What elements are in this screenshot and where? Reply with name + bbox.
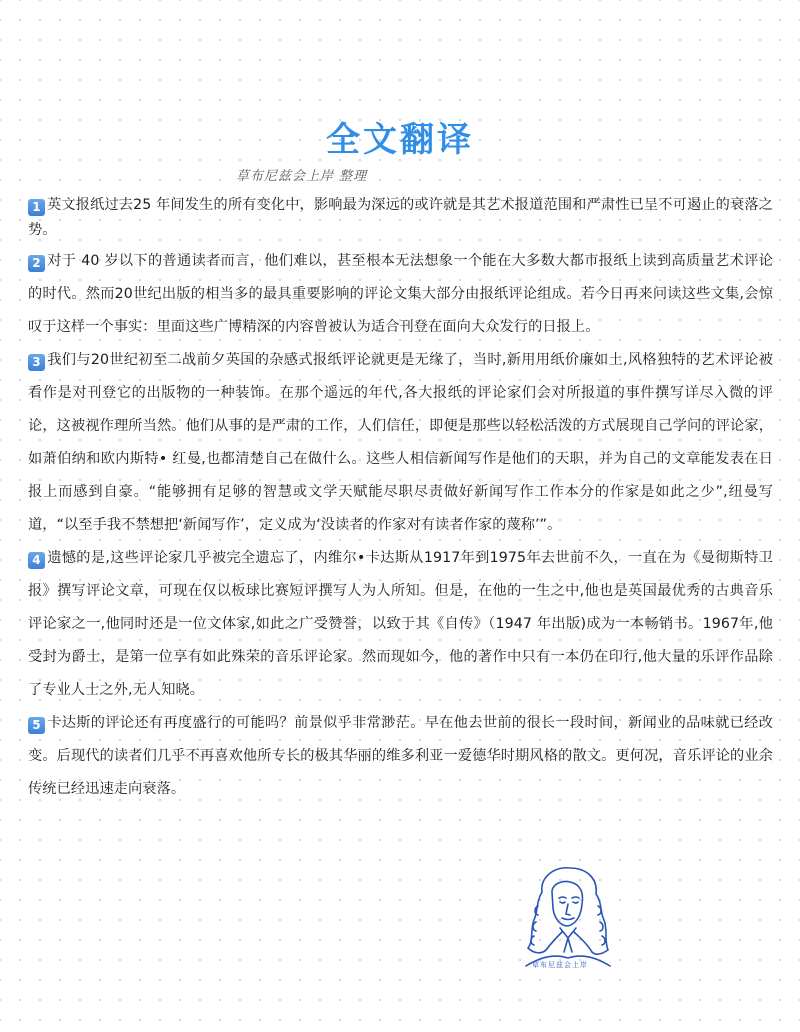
signature: 草布尼兹会上岸: [532, 961, 588, 969]
translation-body: [28, 193, 773, 806]
paragraph-text: 遗憾的是,这些评论家几乎被完全遗忘了，内维尔•卡达斯从1917年到1975年去世前不久，一直在为《曼彻斯特卫报》撰写评论文章，可现在仅以板球比赛短评撰写人为人所知。但是，在他的一生之中,他也是英国最优秀的古典音乐评论家之一,他同时还是一位文体家,如此之广受赞誉，以致于其《自传》（1947 年出版)成为一本畅销书。1967年,他受封为爵士，是第一位享有如此殊荣的音乐评论家。然而现如今，他的著作中只有一本仍在印行,他大量的乐评作品除了专业人士之外,无人知晓。: [28, 550, 773, 698]
page-subtitle: 草布尼兹会上岸 整理: [236, 169, 368, 184]
page-title: 全文翻译: [326, 120, 474, 160]
keycap-number-icon: 2: [28, 255, 45, 272]
paragraph-4: [28, 542, 773, 707]
portrait-sketch-icon: [512, 862, 622, 974]
paragraph-text: 英文报纸过去25 年间发生的所有变化中，影响最为深远的或许就是其艺术报道范围和严肃性已呈不可遏止的衰落之势。: [28, 197, 773, 238]
keycap-number-icon: 5: [28, 717, 45, 734]
keycap-number-icon: 1: [28, 199, 45, 216]
paragraph-text: 对于 40 岁以下的普通读者而言，他们难以，甚至根本无法想象一个能在大多数大都市报纸上读到高质量艺术评论的时代。然而20世纪出版的相当多的最具重要影响的评论文集大部分由报纸评论组成。若今日再来问读这些文集,会惊叹于这样一个事实：里面这些广博精深的内容曾被认为适合刊登在面向大众发行的日报上。: [28, 253, 773, 335]
paragraph-text: 卡达斯的评论还有再度盛行的可能吗？前景似乎非常渺茫。早在他去世前的很长一段时间，新闻业的品味就已经改变。后现代的读者们几乎不再喜欢他所专长的极其华丽的维多利亚一爱德华时期风格的散文。更何况，音乐评论的业余传统已经迅速走向衰落。: [28, 715, 773, 797]
paragraph-text: 我们与20世纪初至二战前夕英国的杂感式报纸评论就更是无缘了，当时,新用用纸价廉如土,风格独特的艺术评论被看作是对刊登它的出版物的一种装饰。在那个遥远的年代,各大报纸的评论家们会对所报道的事件撰写详尽入微的评论，这被视作理所当然。他们从事的是严肃的工作，人们信任，即便是那些以轻松活泼的方式展现自己学问的评论家，如萧伯纳和欧内斯特• 红曼,也都清楚自己在做什么。这些人相信新闻写作是他们的天职，并为自己的文章能发表在日报上而感到自豪。“能够拥有足够的智慧或文学天赋能尽职尽责做好新闻写作工作本分的作家是如此之少”,纽曼写道，“以至手我不禁想把‘新闻写作’，定义成为‘没读者的作家对有读者作家的蔑称’”。: [28, 352, 773, 533]
paragraph-5: [28, 707, 773, 806]
paragraph-3: [28, 344, 773, 542]
paragraph-2: [28, 245, 773, 344]
keycap-number-icon: 4: [28, 552, 45, 569]
keycap-number-icon: 3: [28, 354, 45, 371]
paragraph-1: [28, 193, 773, 243]
